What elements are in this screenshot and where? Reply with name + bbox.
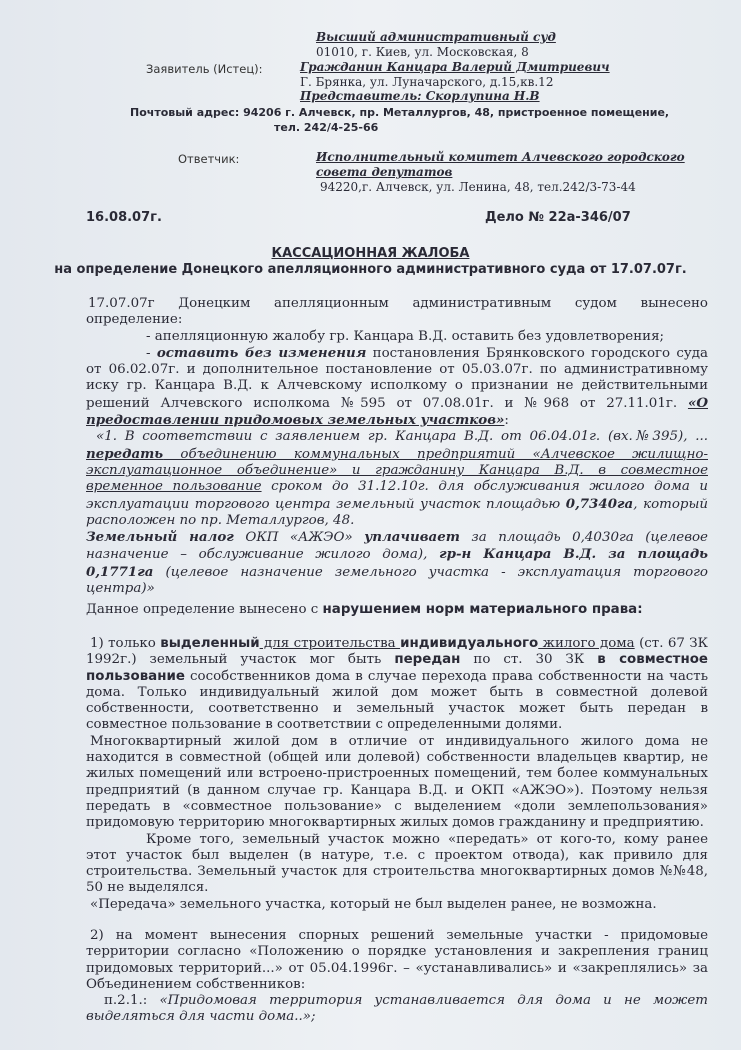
section-1-para-3: Кроме того, земельный участок можно «передать» от кого-то, кому ранее этот участок был выделен (в натуре, т.е. с проектом отвода), как привило для строительства. Земельный участок для строительства многоквартирных домов №№48, 50 не выделялся. <box>86 831 708 896</box>
postal-address: Почтовый адрес: 94206 г. Алчевск, пр. Металлургов, 48, пристроенное помещение, <box>130 106 670 119</box>
court-address: 01010, г. Киев, ул. Московская, 8 <box>316 45 529 59</box>
violation-statement: Данное определение вынесено с нарушением норм материального права: <box>86 602 643 617</box>
section-2 <box>86 928 708 1026</box>
quote-point-1: «1. В соответствии с заявлением гр. Канцара В.Д. от 06.04.01г. (вх.№395), ... передать объединению коммунальных предприятий «Алчевское жилищно-эксплуатационное объединение» и гражданину Канцара В.Д. в совместное временное пользование сроком до 31.12.10г. для обслуживания жилого дома и эксплуатации торгового центра земельный участок площадью 0,7340га, который расположен по пр. Металлургов, 48. <box>86 429 708 528</box>
applicant-label: Заявитель (Истец): <box>146 62 263 76</box>
postal-phone: тел. 242/4-25-66 <box>274 121 379 134</box>
section-1-para-4: «Передача» земельного участка, который не был выделен ранее, не возможна. <box>90 896 657 912</box>
applicant-address: Г. Брянка, ул. Луначарского, д.15,кв.12 <box>300 75 554 89</box>
case-number: Дело № 22а-346/07 <box>485 210 631 225</box>
respondent-address: 94220,г. Алчевск, ул. Ленина, 48, тел.242/3-73-44 <box>320 180 636 194</box>
respondent-name-line2: совета депутатов <box>316 165 453 179</box>
ruling-item-2: - оставить без изменения постановления Брянковского городского суда от 06.02.07г. и дополнительное постановление от 05.03.07г. по административному иску гр. Канцара В.Д. к Алчевскому исполкому о признании не действительными решений Алчевского исполкома №595 от 07.08.01г. и №968 от 27.11.01г. «О предоставлении придомовых земельных участков»: <box>86 344 708 429</box>
section-1-para-1: 1) только выделенный для строительства индивидуального жилого дома (ст. 67 ЗК 1992г.) земельный участок мог быть передан по ст. 30 ЗК в совместное пользование сособственников дома в случае перехода права собственности на часть дома. Только индивидуальный жилой дом может быть в совместной долевой собственности, соответственно и земельный участок может быть передан в совместное пользование в соответствии с определенными долями. <box>86 636 709 733</box>
representative: Представитель: Скорлупина Н.В <box>300 89 540 103</box>
paragraph-ruling <box>86 296 708 597</box>
document-title: КАССАЦИОННАЯ ЖАЛОБА <box>271 246 470 261</box>
section-2-para-1: 2) на момент вынесения спорных решений земельные участки - придомовые территории согласно «Положению о порядке установления и закрепления границ придомовых территорий...» от 05.04.1996г. – «устанавливались» и «закреплялись» за Объединением собственников: <box>86 928 708 992</box>
document-subtitle: на определение Донецкого апелляционного административного суда от 17.07.07г. <box>54 262 687 277</box>
section-1 <box>86 636 708 913</box>
applicant-name: Гражданин Канцара Валерий Дмитриевич <box>300 60 610 74</box>
section-1-para-2: Многоквартирный жилой дом в отличие от индивидуального жилого дома не находится в совместной (общей или долевой) собственности владельцев квартир, не жилых помещений или встроено-пристроенных помещений, тем более коммунальных предприятий (в данном случае гр. Канцара В.Д. и ОКП «АЖЭО»). Поэтому нельзя передать в «совместное пользование» с выделением «доли землепользования» придомовую территорию многоквартирных жилых домов гражданину и предприятию. <box>86 733 708 831</box>
section-2-clause: п.2.1.: «Придомовая территория устанавливается для дома и не может выделяться для части дома..»; <box>86 993 708 1025</box>
respondent-name-line1: Исполнительный комитет Алчевского городского <box>316 150 685 164</box>
quote-tax: Земельный налог ОКП «АЖЭО» уплачивает за площадь 0,4030га (целевое назначение – обслуживание жилого дома), гр-н Канцара В.Д. за площадь 0,1771га (целевое назначение земельного участка - эксплуатация торгового центра)» <box>86 529 708 597</box>
paragraph-violation <box>86 602 708 618</box>
respondent-label: Ответчик: <box>178 152 240 166</box>
ruling-intro: 17.07.07г Донецким апелляционным административным судом вынесено определение: <box>86 296 708 328</box>
document-date: 16.08.07г. <box>86 210 162 225</box>
ruling-item-1: - апелляционную жалобу гр. Канцара В.Д. оставить без удовлетворения; <box>146 328 665 344</box>
court-name: Высший административный суд <box>316 30 556 44</box>
